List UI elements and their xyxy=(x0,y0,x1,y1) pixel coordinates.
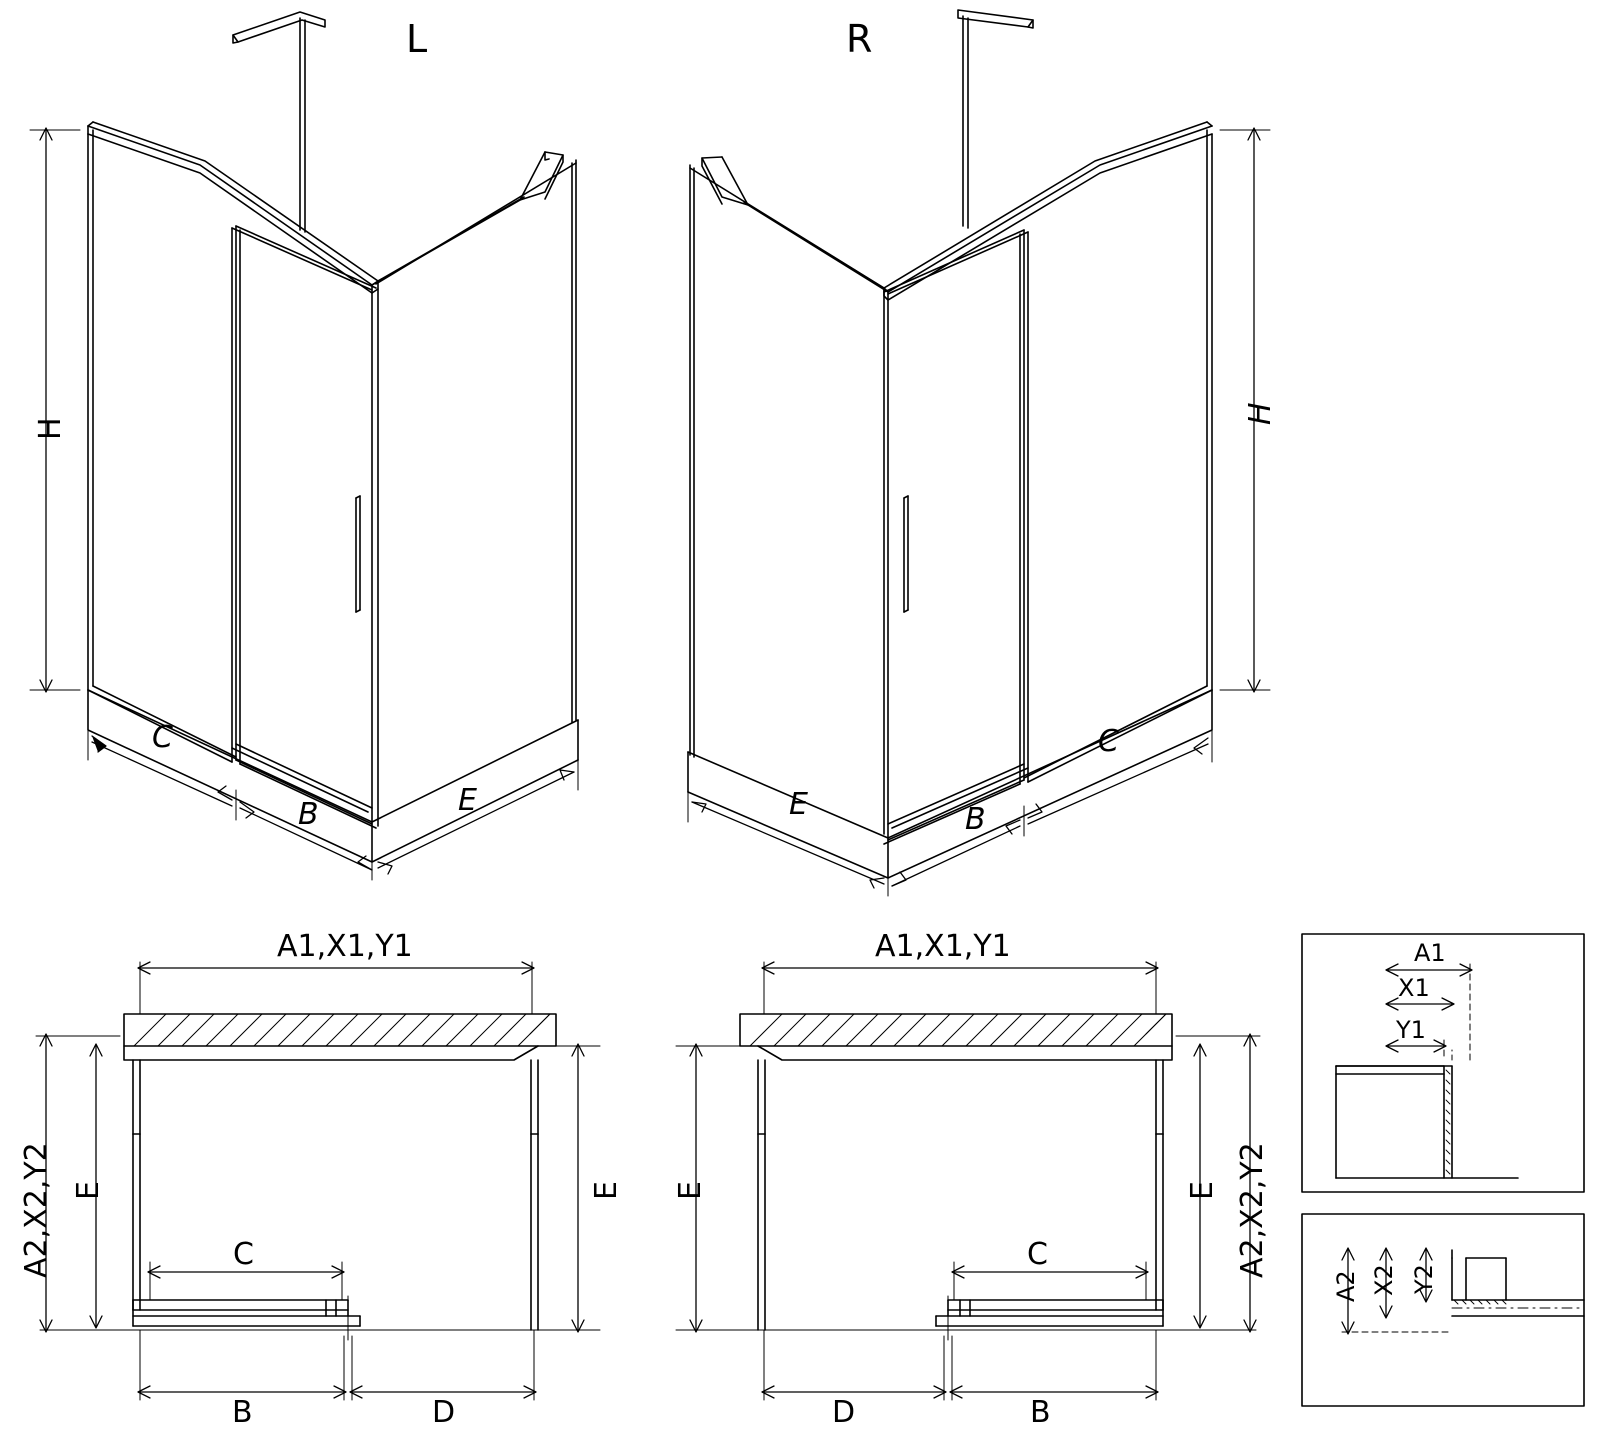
plan-right-dim-e-right: E xyxy=(1185,1181,1220,1200)
view-label-right: R xyxy=(846,17,873,61)
view-label-left: L xyxy=(406,17,428,61)
iso-right-dim-h: H xyxy=(1243,402,1278,425)
plan-left-dim-b: B xyxy=(232,1395,253,1430)
plan-right-dim-c: C xyxy=(1027,1237,1048,1272)
iso-right-dim-b: B xyxy=(965,802,986,837)
detail-bottom-dim-a2: A2 xyxy=(1332,1270,1360,1302)
plan-right-dim-d: D xyxy=(832,1395,856,1430)
plan-left-dim-c: C xyxy=(233,1237,254,1272)
plan-left-dim-outer: A2,X2,Y2 xyxy=(19,1142,54,1278)
iso-right-dim-e: E xyxy=(789,787,808,822)
plan-right-dim-e-left: E xyxy=(673,1181,708,1200)
plan-left-view xyxy=(36,962,600,1400)
detail-top-view xyxy=(1302,934,1584,1192)
plan-right-dim-outer: A2,X2,Y2 xyxy=(1235,1142,1270,1278)
plan-left-dim-top: A1,X1,Y1 xyxy=(277,929,413,964)
detail-bottom-dim-y2: Y2 xyxy=(1410,1264,1438,1294)
iso-left-view xyxy=(30,12,578,880)
iso-left-dim-h: H xyxy=(33,417,68,440)
iso-left-dim-c: C xyxy=(152,720,173,755)
plan-left-dim-e-left: E xyxy=(71,1181,106,1200)
detail-top-dim-x1: X1 xyxy=(1398,974,1430,1002)
plan-right-dim-top: A1,X1,Y1 xyxy=(875,929,1011,964)
detail-top-dim-y1: Y1 xyxy=(1396,1016,1426,1044)
iso-right-view xyxy=(688,10,1270,896)
iso-left-dim-e: E xyxy=(458,783,477,818)
plan-left-dim-e-right: E xyxy=(589,1181,624,1200)
plan-right-dim-b: B xyxy=(1030,1395,1051,1430)
plan-right-view xyxy=(673,962,1260,1400)
detail-top-dim-a1: A1 xyxy=(1414,939,1446,967)
iso-left-dim-b: B xyxy=(298,797,319,832)
detail-bottom-view xyxy=(1302,1214,1584,1406)
plan-left-dim-d: D xyxy=(432,1395,456,1430)
detail-bottom-dim-x2: X2 xyxy=(1370,1264,1398,1296)
iso-right-dim-c: C xyxy=(1098,724,1119,759)
